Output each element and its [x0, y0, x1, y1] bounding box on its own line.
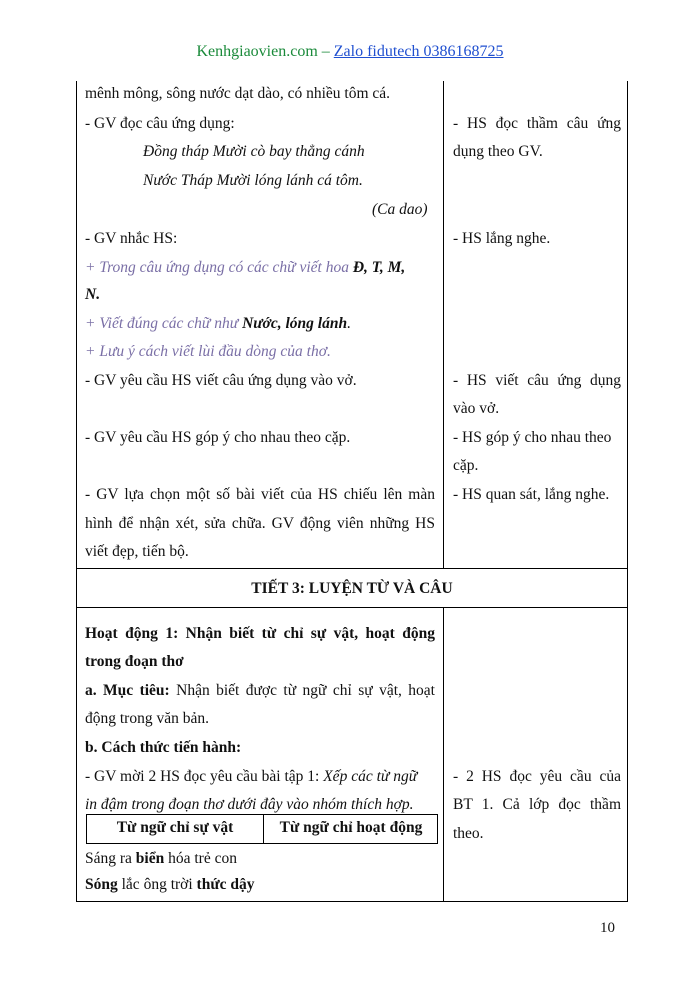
hint-text: + Trong câu ứng dụng có các chữ viết hoa	[85, 259, 353, 276]
hint-line-1-cont	[85, 285, 100, 305]
table-border-right	[627, 81, 628, 902]
site-link[interactable]: Kenhgiaovien.com	[196, 43, 318, 60]
column-header-actions: Từ ngữ chỉ hoạt động	[279, 819, 423, 836]
column-divider-top	[443, 81, 444, 568]
text-line: - HS lắng nghe.	[453, 230, 551, 247]
text-line: - HS quan sát, lắng nghe.	[453, 486, 610, 503]
poem-line-2: Nước Tháp Mười lóng lánh cá tôm.	[143, 172, 363, 189]
text-line: - GV yêu cầu HS góp ý cho nhau theo cặp.	[85, 429, 351, 446]
verse-text: Sáng ra	[85, 850, 136, 867]
activity-title: Hoạt động 1: Nhận biết từ chỉ sự vật, hoạt động	[85, 625, 435, 642]
task-italic: Xếp các từ ngữ	[323, 768, 418, 785]
hint-letter: N	[85, 286, 97, 303]
text-line: cặp.	[453, 457, 479, 474]
text-line: - GV lựa chọn một số bài viết của HS chiếu lên màn	[85, 486, 435, 503]
text-line: mênh mông, sông nước dạt dào, có nhiều tôm cá.	[85, 85, 391, 102]
page-header	[0, 43, 700, 61]
text-line: - HS góp ý cho nhau theo	[453, 429, 612, 446]
poem-line-1: Đồng tháp Mười cò bay thẳng cánh	[143, 143, 365, 160]
column-divider-bottom	[443, 607, 444, 902]
task-line-cont: in đậm trong đoạn thơ dưới đây vào nhóm thích hợp.	[85, 796, 414, 813]
method-label: b. Cách thức tiến hành:	[85, 739, 242, 756]
table-border-left	[76, 81, 77, 902]
word-group-table	[86, 814, 438, 844]
text-line: - GV yêu cầu HS viết câu ứng dụng vào vở.	[85, 372, 357, 389]
row-divider-1	[76, 568, 628, 569]
header-separator: –	[317, 43, 334, 60]
goal-text: Nhận biết được từ ngữ chỉ sự vật, hoạt	[169, 682, 435, 699]
hint-text: + Viết đúng các chữ như	[85, 315, 243, 332]
text-line: - HS đọc thầm câu ứng	[453, 115, 621, 132]
page-number: 10	[600, 920, 615, 936]
verse-text: lắc ông trời	[117, 876, 197, 893]
text-line: vào vở.	[453, 400, 500, 417]
hint-line-1	[85, 258, 405, 278]
hint-dot: .	[347, 315, 351, 332]
hint-letters: Đ, T, M,	[352, 259, 406, 276]
verse-line-2	[85, 875, 255, 895]
text-line: dụng theo GV.	[453, 143, 543, 160]
text-line: - GV đọc câu ứng dụng:	[85, 115, 235, 132]
text-line: theo.	[453, 825, 484, 842]
text-line: hình để nhận xét, sửa chữa. GV động viên những HS	[85, 515, 435, 532]
table-border-bottom	[76, 901, 628, 902]
verse-bold-word: biển	[135, 850, 165, 867]
section-title: TIẾT 3: LUYỆN TỪ VÀ CÂU	[251, 580, 453, 597]
hint-line-3: + Lưu ý cách viết lùi đầu dòng của thơ.	[85, 343, 331, 360]
column-header-things: Từ ngữ chỉ sự vật	[116, 819, 234, 836]
verse-text: hóa trẻ con	[164, 850, 237, 867]
hint-dot: .	[96, 286, 101, 303]
text-line: - HS viết câu ứng dụng	[453, 372, 621, 389]
lesson-table	[76, 81, 628, 902]
goal-line	[85, 681, 435, 701]
text-line: viết đẹp, tiến bộ.	[85, 543, 189, 560]
text-line: động trong văn bản.	[85, 710, 209, 727]
goal-label: a. Mục tiêu:	[85, 682, 170, 699]
verse-bold-word: Sóng	[85, 876, 118, 893]
poem-source: (Ca dao)	[372, 201, 428, 218]
task-text: - GV mời 2 HS đọc yêu cầu bài tập 1:	[85, 768, 324, 785]
text-line: BT 1. Cả lớp đọc thầm	[453, 796, 621, 813]
hint-line-2	[85, 314, 351, 334]
verse-bold-word: thức dậy	[196, 876, 255, 893]
text-line: - 2 HS đọc yêu cầu của	[453, 768, 621, 785]
hint-words: Nước, lóng lánh	[242, 315, 348, 332]
task-line	[85, 767, 417, 787]
text-line: - GV nhắc HS:	[85, 230, 178, 247]
contact-link[interactable]: Zalo fidutech 0386168725	[333, 43, 504, 60]
activity-title-cont: trong đoạn thơ	[85, 653, 184, 670]
verse-line-1	[85, 849, 237, 869]
row-divider-2	[76, 607, 628, 608]
